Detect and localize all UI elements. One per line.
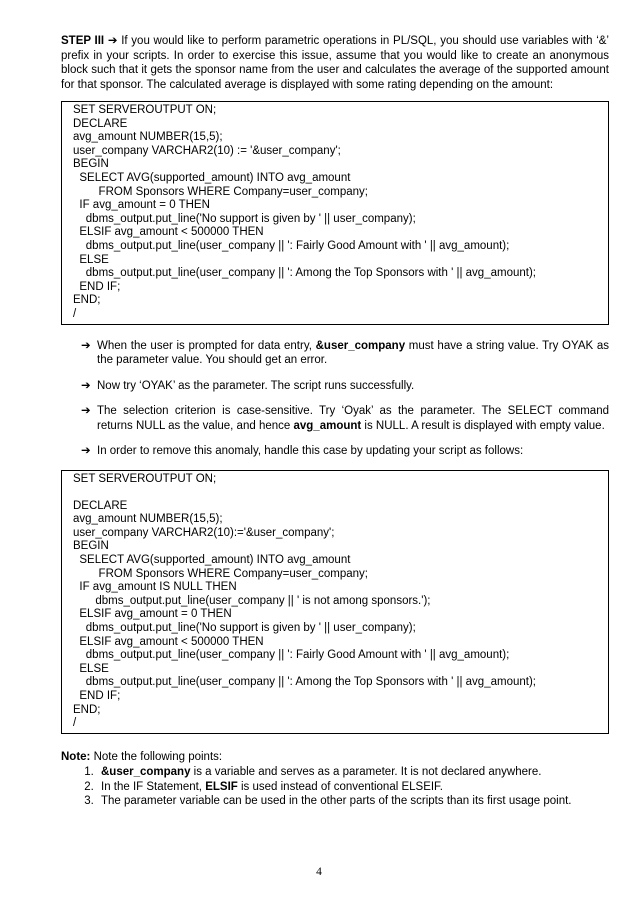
note-list — [61, 765, 609, 809]
bullet-text: When the user is prompted for data entry, — [97, 339, 316, 352]
code-line: BEGIN — [73, 158, 109, 171]
code-line: ELSE — [73, 662, 109, 675]
code-line: DECLARE — [73, 117, 128, 130]
code-line: DECLARE — [73, 499, 128, 512]
arrow-icon: ➔ — [81, 339, 91, 352]
code-line: ELSIF avg_amount = 0 THEN — [73, 608, 232, 621]
code-line: BEGIN — [73, 540, 109, 553]
code-line: SELECT AVG(supported_amount) INTO avg_amount — [73, 554, 351, 567]
code-line: FROM Sponsors WHERE Company=user_company; — [73, 185, 368, 198]
note-label: Note: — [61, 750, 91, 763]
bullet-text: Now try ‘OYAK’ as the parameter. The script runs successfully. — [97, 379, 415, 392]
document-page — [61, 34, 609, 809]
bullet-item — [81, 379, 609, 394]
code-line: SET SERVEROUTPUT ON; — [73, 104, 217, 116]
code-line: END IF; — [73, 280, 121, 293]
code-line: END; — [73, 703, 101, 716]
code-line: / — [73, 717, 77, 730]
code-line: user_company VARCHAR2(10):='&user_company'; — [73, 526, 335, 539]
arrow-icon: ➔ — [81, 405, 91, 417]
code-line: dbms_output.put_line('No support is given by ' || user_company); — [73, 622, 416, 635]
code-line: user_company VARCHAR2(10) := '&user_company'; — [73, 144, 341, 157]
note-item: 3. The parameter variable can be used in the other parts of the scripts than its first usage point. — [97, 794, 609, 809]
code-line: IF avg_amount IS NULL THEN — [73, 581, 237, 594]
code-line: END IF; — [73, 690, 121, 702]
code-line: SELECT AVG(supported_amount) INTO avg_amount — [73, 171, 351, 184]
bullet-item — [81, 339, 609, 368]
code-line: ELSE — [73, 253, 109, 266]
code-block-1 — [61, 101, 609, 325]
code-line: dbms_output.put_line(user_company || ': Fairly Good Amount with ' || avg_amount); — [73, 239, 510, 252]
code-line — [73, 486, 602, 500]
bullet-text: must have a string value. Try OYAK as the parameter value. You should get an error. — [97, 339, 610, 366]
note-item: 2. In the IF Statement, ELSIF is used instead of conventional ELSEIF. — [97, 780, 609, 795]
code-line: ELSIF avg_amount < 500000 THEN — [73, 226, 264, 239]
bullet-text: In order to remove this anomaly, handle this case by updating your script as follows: — [97, 445, 524, 457]
bullet-bold-term: &user_company — [315, 339, 406, 352]
bullet-item — [81, 444, 609, 459]
bullet-text: The selection criterion is case-sensitive. Try ‘Oyak’ as the parameter. The SELECT command returns NULL as the value, and hence — [97, 405, 609, 432]
code-line: dbms_output.put_line(user_company || ': Among the Top Sponsors with ' || avg_amount); — [73, 267, 536, 280]
bullet-list — [81, 339, 609, 459]
code-line: avg_amount NUMBER(15,5); — [73, 513, 223, 526]
arrow-icon: ➔ — [81, 379, 91, 392]
code-line: / — [73, 307, 77, 320]
code-line: dbms_output.put_line(user_company || ': Among the Top Sponsors with ' || avg_amount); — [73, 676, 536, 689]
code-line: dbms_output.put_line(user_company || ' is not among sponsors.'); — [73, 594, 431, 607]
note-section — [61, 750, 609, 809]
code-line: IF avg_amount = 0 THEN — [73, 199, 210, 212]
code-line: dbms_output.put_line(user_company || ': Fairly Good Amount with ' || avg_amount); — [73, 649, 510, 662]
note-item: 1. &user_company is a variable and serves as a parameter. It is not declared anywhere. — [97, 765, 609, 780]
arrow-icon: ➔ — [107, 35, 118, 47]
note-text: Note the following points: — [90, 750, 223, 763]
arrow-icon: ➔ — [81, 445, 91, 457]
bullet-bold-term: avg_amount — [293, 419, 362, 432]
code-line: avg_amount NUMBER(15,5); — [73, 131, 223, 144]
code-line: dbms_output.put_line('No support is given by ' || user_company); — [73, 212, 416, 225]
intro-paragraph — [61, 34, 609, 92]
bullet-item — [81, 404, 609, 433]
bullet-text: is NULL. A result is displayed with empty value. — [361, 419, 605, 432]
code-line: ELSIF avg_amount < 500000 THEN — [73, 635, 264, 648]
code-line: FROM Sponsors WHERE Company=user_company; — [73, 567, 368, 580]
code-block-2 — [61, 470, 609, 734]
code-line: END; — [73, 294, 101, 307]
page-number: 4 — [316, 866, 322, 878]
intro-text: If you would like to perform parametric operations in PL/SQL, you should use variables with ‘&’ prefix in your scripts. In order to exercise this issue, assume that you would like to create an anonymous block such that it gets the sponsor name from the user and calculates the average of the supported amount for that sponsor. The calculated average is displayed with some rating depending on the amount: — [61, 35, 609, 91]
code-line: SET SERVEROUTPUT ON; — [73, 472, 217, 485]
step-label: STEP III — [61, 35, 105, 47]
